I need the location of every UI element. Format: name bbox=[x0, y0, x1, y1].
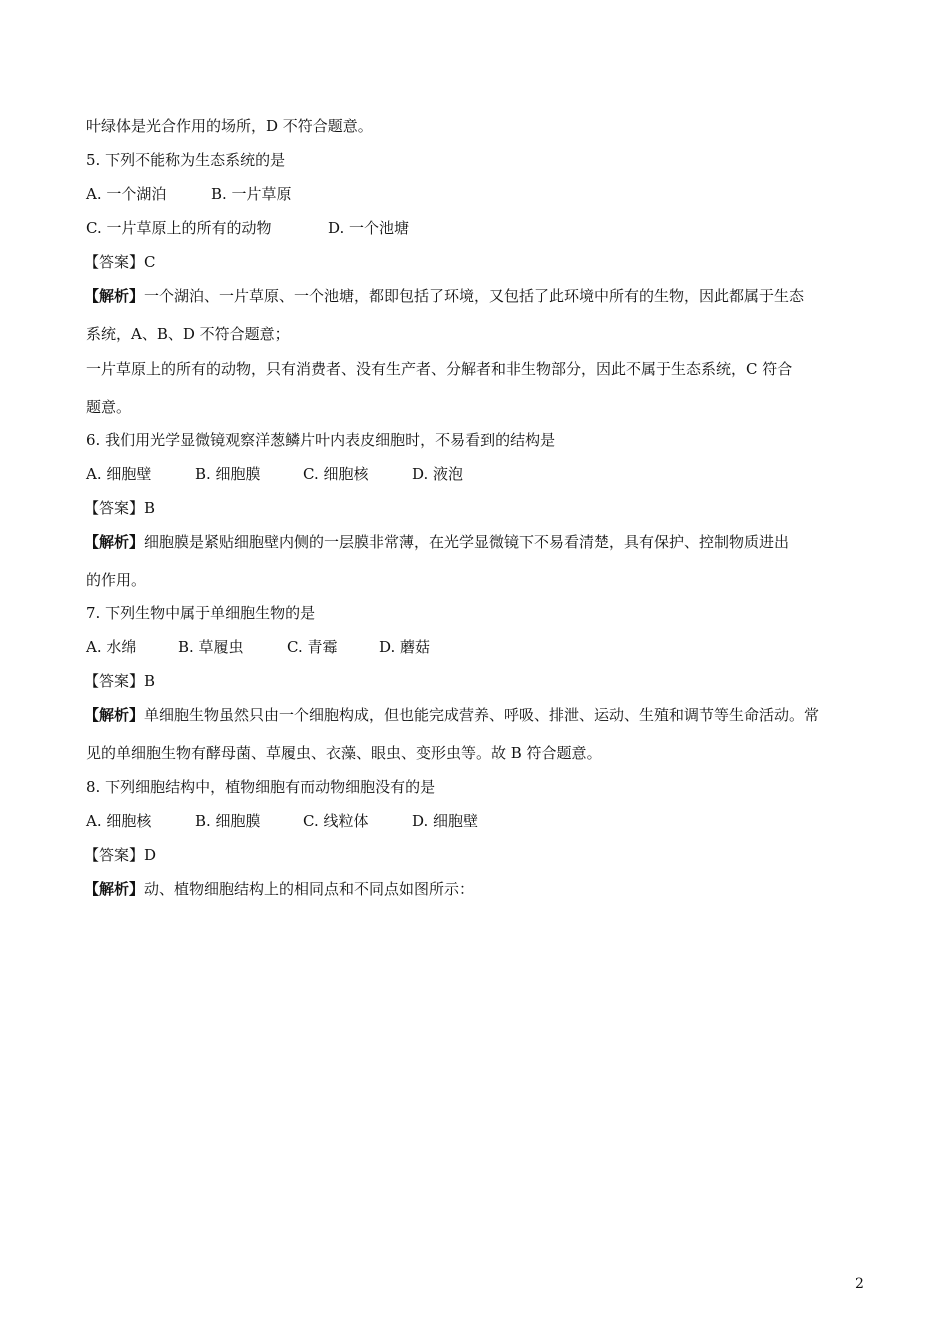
analysis-line bbox=[84, 532, 789, 552]
answer-label: 【答案】 bbox=[84, 253, 145, 271]
analysis-label: 【解析】 bbox=[84, 287, 145, 305]
question-7-options bbox=[86, 637, 430, 657]
analysis-text: 动、植物细胞结构上的相同点和不同点如图所示： bbox=[144, 880, 475, 898]
option-a: A. 细胞壁 bbox=[86, 465, 152, 483]
answer-value: C bbox=[144, 253, 156, 271]
analysis-text: 细胞膜是紧贴细胞壁内侧的一层膜非常薄，在光学显微镜下不易看清楚，具有保护、控制物质进出 bbox=[144, 533, 790, 551]
question-5-options-row-1 bbox=[86, 184, 292, 204]
answer-value: B bbox=[144, 499, 156, 517]
answer-label: 【答案】 bbox=[84, 846, 145, 864]
answer-line bbox=[84, 498, 155, 518]
answer-line bbox=[84, 671, 155, 691]
option-a: A. 一个湖泊 bbox=[86, 185, 167, 203]
analysis-line bbox=[84, 286, 804, 306]
analysis-text: 一个湖泊、一片草原、一个池塘，都即包括了环境，又包括了此环境中所有的生物，因此都属于生态 bbox=[144, 287, 805, 305]
option-d: D. 细胞壁 bbox=[412, 812, 479, 830]
intro-line: 叶绿体是光合作用的场所，D 不符合题意。 bbox=[86, 117, 373, 135]
option-b: B. 草履虫 bbox=[178, 638, 244, 656]
analysis-text: 一片草原上的所有的动物，只有消费者、没有生产者、分解者和非生物部分，因此不属于生态系统，C 符合 bbox=[86, 360, 793, 378]
option-a: A. 水绵 bbox=[86, 638, 137, 656]
option-d: D. 液泡 bbox=[412, 465, 464, 483]
analysis-text: 题意。 bbox=[86, 398, 132, 416]
option-b: B. 细胞膜 bbox=[195, 812, 261, 830]
analysis-text: 见的单细胞生物有酵母菌、草履虫、衣藻、眼虫、变形虫等。故 B 符合题意。 bbox=[86, 744, 602, 762]
option-c: C. 一片草原上的所有的动物 bbox=[86, 219, 272, 237]
option-b: B. 一片草原 bbox=[211, 185, 292, 203]
option-d: D. 一个池塘 bbox=[328, 219, 410, 237]
analysis-text: 的作用。 bbox=[86, 571, 147, 589]
question-6-stem: 6. 我们用光学显微镜观察洋葱鳞片叶内表皮细胞时，不易看到的结构是 bbox=[86, 431, 556, 449]
question-8-stem: 8. 下列细胞结构中，植物细胞有而动物细胞没有的是 bbox=[86, 778, 436, 796]
question-5-stem: 5. 下列不能称为生态系统的是 bbox=[86, 151, 286, 169]
analysis-label: 【解析】 bbox=[84, 880, 145, 898]
option-c: C. 线粒体 bbox=[303, 812, 369, 830]
answer-line bbox=[84, 252, 156, 272]
analysis-label: 【解析】 bbox=[84, 533, 145, 551]
analysis-text: 系统，A、B、D 不符合题意； bbox=[86, 325, 290, 343]
question-7-stem: 7. 下列生物中属于单细胞生物的是 bbox=[86, 604, 316, 622]
question-6-options bbox=[86, 464, 463, 484]
answer-label: 【答案】 bbox=[84, 499, 145, 517]
option-c: C. 细胞核 bbox=[303, 465, 369, 483]
analysis-label: 【解析】 bbox=[84, 706, 145, 724]
option-c: C. 青霉 bbox=[287, 638, 338, 656]
option-a: A. 细胞核 bbox=[86, 812, 152, 830]
question-5-options-row-2 bbox=[86, 218, 409, 238]
page-number: 2 bbox=[855, 1276, 864, 1292]
analysis-line bbox=[84, 879, 474, 899]
answer-value: D bbox=[144, 846, 157, 864]
option-d: D. 蘑菇 bbox=[379, 638, 431, 656]
analysis-text: 单细胞生物虽然只由一个细胞构成，但也能完成营养、呼吸、排泄、运动、生殖和调节等生命活动。常 bbox=[144, 706, 820, 724]
answer-line bbox=[84, 845, 156, 865]
answer-value: B bbox=[144, 672, 156, 690]
option-b: B. 细胞膜 bbox=[195, 465, 261, 483]
analysis-line bbox=[84, 705, 819, 725]
answer-label: 【答案】 bbox=[84, 672, 145, 690]
question-8-options bbox=[86, 811, 478, 831]
